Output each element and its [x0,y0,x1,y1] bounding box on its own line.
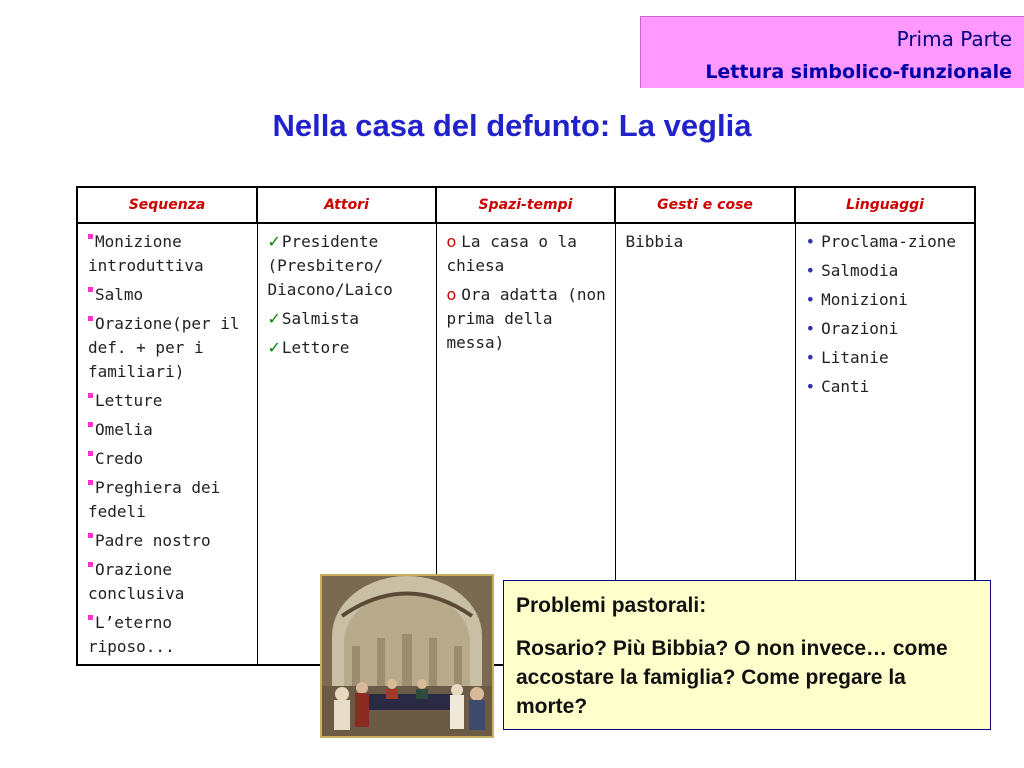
funeral-fresco-image [320,574,494,738]
list-item [88,418,253,442]
circle-icon: o [446,232,457,251]
list-item [88,476,253,524]
pink-square-icon [88,393,93,398]
pink-square-icon [88,451,93,456]
list-item-text: Preghiera dei fedeli [88,478,221,521]
col-header-spazi-tempi: Spazi-tempi [436,187,615,223]
list-item-text: Salmo [95,285,144,304]
pink-square-icon [88,615,93,620]
cell-sequenza [77,223,257,665]
section-part-label: Prima Parte [896,27,1012,51]
pink-square-icon [88,480,93,485]
list-item [268,336,432,360]
list-item [88,389,253,413]
circle-icon: o [446,285,457,304]
slide-title: Nella casa del defunto: La veglia [272,108,752,143]
list-item [268,307,432,331]
list-item-text: Lettore [281,338,350,357]
list-item [268,230,432,302]
list-item [806,346,971,370]
checkmark-icon: ✓ [267,338,281,357]
pink-square-icon [88,533,93,538]
list-item-text: Presidente (Presbitero/ Diacono/Laico [267,232,393,299]
list-item [806,259,971,283]
list-item-text: Ora adatta (non prima della messa) [446,285,606,352]
list-item-text: La casa o la chiesa [446,232,577,275]
list-item [806,230,971,254]
list-item-text: Orazioni [821,319,899,338]
dot-icon: • [805,348,816,367]
pink-square-icon [88,287,93,292]
col-header-gesti-e-cose: Gesti e cose [615,187,795,223]
list-item-text: Salmista [281,309,359,328]
list-item [88,283,253,307]
col-header-sequenza: Sequenza [77,187,257,223]
list-item-text: Monizione introduttiva [88,232,204,275]
list-item [88,230,253,278]
list-item [88,558,253,606]
dot-icon: • [805,377,816,396]
list-item-text: Letture [95,391,163,410]
list-item [88,447,253,471]
list-item-text: Padre nostro [95,531,211,550]
list-item [447,283,611,355]
section-subtitle: Lettura simbolico-funzionale [705,61,1012,83]
list-item [88,529,253,553]
dot-icon: • [805,319,816,338]
pink-square-icon [88,234,93,239]
list-item-text: Litanie [821,348,889,367]
pink-square-icon [88,316,93,321]
pink-square-icon [88,422,93,427]
list-item [806,288,971,312]
list-item [447,230,611,278]
col-header-linguaggi: Linguaggi [795,187,975,223]
note-body: Rosario? Più Bibbia? O non invece… come accostare la famiglia? Come pregare la morte? [516,637,948,718]
list-item-text: Canti [821,377,870,396]
pink-square-icon [88,562,93,567]
checkmark-icon: ✓ [267,309,281,328]
list-item [88,312,253,384]
list-item [88,611,253,659]
list-item-text: Orazione conclusiva [88,560,185,603]
list-item [806,375,971,399]
list-item-text: Proclama-zione [821,232,956,251]
list-item-text: Omelia [95,420,153,439]
list-item-text: L’eterno riposo... [88,613,175,656]
list-item-text: Salmodia [821,261,899,280]
dot-icon: • [805,261,816,280]
list-item-text: Monizioni [821,290,908,309]
col-header-attori: Attori [257,187,436,223]
list-item-text: Orazione(per il def. + per i familiari) [88,314,240,381]
note-heading: Problemi pastorali: [516,594,707,617]
gesti-text: Bibbia [625,232,684,251]
list-item [806,317,971,341]
pastoral-problems-note [503,580,991,730]
table-header-row [77,187,975,223]
dot-icon: • [805,290,816,309]
checkmark-icon: ✓ [267,232,281,251]
list-item-text: Credo [95,449,144,468]
dot-icon: • [805,232,816,251]
section-header [640,16,1024,88]
